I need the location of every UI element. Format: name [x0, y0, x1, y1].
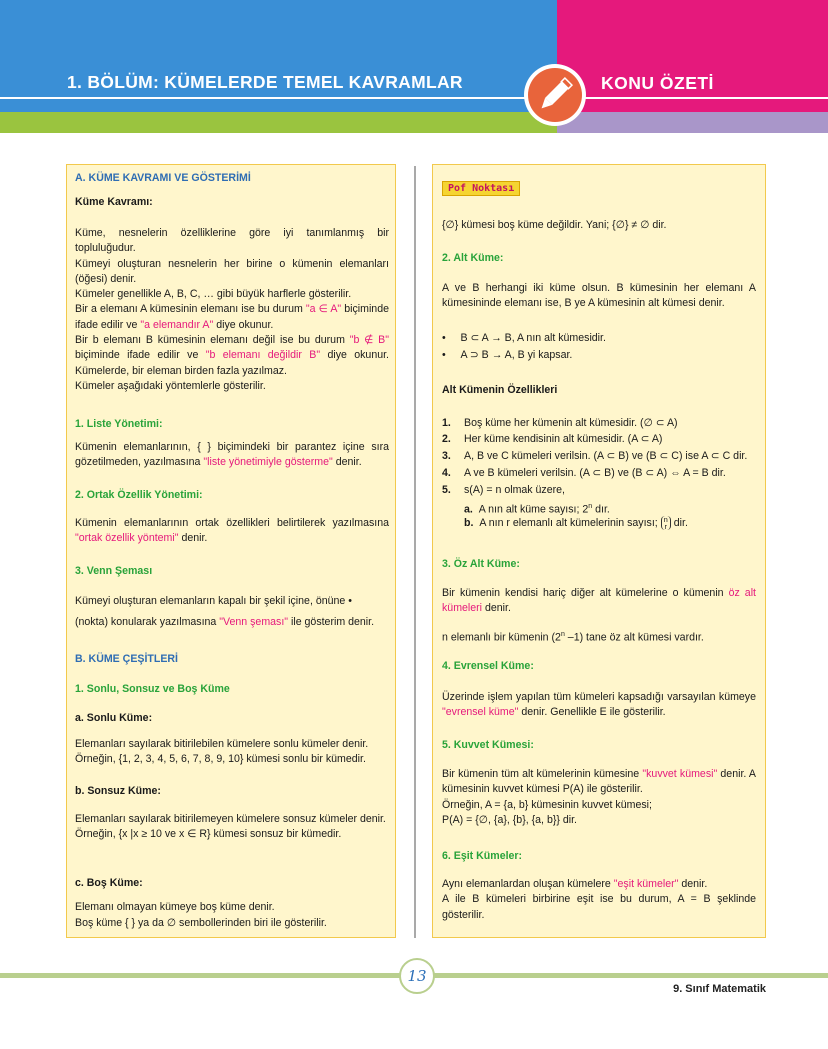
venn-line-1: Kümeyi oluşturan elemanların kapalı bir şekil içine, önüne •: [75, 595, 352, 607]
property-item: 1. Boş küme her kümenin alt kümesidir. (∅ ⊂ A): [442, 417, 678, 429]
heading-sonlu-sonsuz-bos: 1. Sonlu, Sonsuz ve Boş Küme: [75, 683, 230, 695]
property-subitem-a: a. A nın alt küme sayısı; 2$^n$ dır.: [464, 503, 610, 516]
chapter-title: 1. BÖLÜM: KÜMELERDE TEMEL KAVRAMLAR: [67, 72, 463, 92]
evrensel-kume-definition: Üzerinde işlem yapılan tüm kümeleri kapsadığı varsayılan kümeye "evrensel küme" denir. Genellikle E ile gösterilir.: [442, 691, 756, 719]
property-subitem-b: b. A nın r elemanlı alt kümelerinin sayısı; n r dir.: [464, 515, 688, 532]
heading-esit-kumeler: 6. Eşit Kümeler:: [442, 850, 523, 862]
subheading-sonsuz-kume: b. Sonsuz Küme:: [75, 785, 161, 797]
oz-alt-kume-definition: Bir kümenin kendisi hariç diğer alt kümelerine o kümenin öz alt kümeleri denir.: [442, 587, 756, 615]
bos-line-2: Boş küme { } ya da ∅ sembollerinden biri ile gösterilir.: [75, 917, 327, 929]
heading-venn-semasi: 3. Venn Şeması: [75, 565, 153, 577]
pof-noktasi-badge: Pof Noktası: [442, 181, 520, 196]
header-underline: [0, 97, 828, 99]
property-item: 3. A, B ve C kümeleri verilsin. (A ⊂ B) ve (B ⊂ C) ise A ⊂ C dir.: [442, 450, 748, 462]
heading-alt-kume-ozellikleri: Alt Kümenin Özellikleri: [442, 384, 558, 396]
bullet-item: • B ⊂ A → B, A nın alt kümesidir.: [442, 332, 606, 344]
alt-kume-definition: A ve B herhangi iki küme olsun. B kümesinin her elemanı A kümesininde elemanı ise, B ye A kümesinin alt kümesi denir.: [442, 282, 756, 310]
bos-line-1: Elemanı olmayan kümeye boş küme denir.: [75, 901, 275, 913]
pof-text: {∅} kümesi boş küme değildir. Yani; {∅} ≠ ∅ dir.: [442, 219, 667, 231]
subheading-sonlu-kume: a. Sonlu Küme:: [75, 712, 153, 724]
pencil-icon: [522, 62, 588, 128]
property-item: 5. s(A) = n olmak üzere,: [442, 484, 565, 496]
kuvvet-kumesi-definition: Bir kümenin tüm alt kümelerinin kümesine "kuvvet kümesi" denir. A kümesinin kuvvet kümesi P(A) ile gösterilir. Örneğin, A = {a, b} kümesinin kuvvet kümesi; P(A) = {∅, {a}, {b}, {a, b}} dir.: [442, 768, 756, 826]
section-label: KONU ÖZETİ: [601, 73, 714, 93]
heading-evrensel-kume: 4. Evrensel Küme:: [442, 660, 534, 672]
header-pink-band: [557, 0, 828, 112]
property-item: 4. A ve B kümeleri verilsin. (A ⊂ B) ve (B ⊂ A) ⇔ A = B dir.: [442, 467, 726, 479]
heading-ortak-ozellik: 2. Ortak Özellik Yönetimi:: [75, 489, 203, 501]
property-item: 2. Her küme kendisinin alt kümesidir. (A ⊂ A): [442, 433, 663, 445]
oz-alt-kume-count: n elemanlı bir kümenin (2$^n$ –1) tane öz alt kümesi vardır.: [442, 631, 704, 644]
header-blue-band: [0, 0, 557, 112]
heading-alt-kume: 2. Alt Küme:: [442, 252, 504, 264]
venn-line-2: (nokta) konularak yazılmasına "Venn şeması" ile gösterim denir.: [75, 616, 375, 628]
header-green-strip: [0, 112, 557, 133]
bullet-item: • A ⊃ B → A, B yi kapsar.: [442, 349, 573, 361]
header-purple-strip: [557, 112, 828, 133]
paragraph-kume-tanimi: Küme, nesnelerin özelliklerine göre iyi tanımlanmış bir topluluğudur. Kümeyi oluşturan nesnelerin her birine o kümenin elemanları (öğesi) denir. Kümeler genellikle A, B, C, … gibi büyük harflerle gösterilir. Bir a elemanı A kümesinin elemanı ise bu durum "a ∈ A" biçiminde ifade edilir ve "a elemandır A" diye okunur. Bir b elemanı B kümesinin elemanı değil ise bu durum "b ∉ B" biçiminde ifade edilir ve "b elemanı değildir B" diye okunur. Kümelerde, bir eleman birden fazla yazılmaz. Kümeler aşağıdaki yöntemlerle gösterilir.: [75, 227, 389, 392]
heading-kume-cesitleri: B. KÜME ÇEŞİTLERİ: [75, 653, 178, 665]
book-title: 9. Sınıf Matematik: [673, 983, 766, 995]
subheading-kume-kavrami: Küme Kavramı:: [75, 196, 153, 208]
paragraph-ortak-ozellik: Kümenin elemanlarının ortak özellikleri belirtilerek yazılmasına "ortak özellik yöntemi" denir.: [75, 517, 389, 545]
heading-kume-kavrami-gosterimi: A. KÜME KAVRAMI VE GÖSTERİMİ: [75, 172, 251, 184]
paragraph-liste-yonetimi: Kümenin elemanlarının, { } biçimindeki bir parantez içine sıra gözetilmeden, yazılmasına "liste yönetimiyle gösterme" denir.: [75, 441, 389, 469]
heading-kuvvet-kumesi: 5. Kuvvet Kümesi:: [442, 739, 534, 751]
subheading-bos-kume: c. Boş Küme:: [75, 877, 143, 889]
heading-oz-alt-kume: 3. Öz Alt Küme:: [442, 558, 520, 570]
column-divider: [414, 166, 416, 938]
page-number: 13: [407, 967, 427, 985]
sonlu-line-2: Örneğin, {1, 2, 3, 4, 5, 6, 7, 8, 9, 10} kümesi sonlu bir kümedir.: [75, 753, 366, 765]
sonlu-line-1: Elemanları sayılarak bitirilebilen kümelere sonlu kümeler denir.: [75, 738, 369, 750]
esit-kumeler-definition: Aynı elemanlardan oluşan kümelere "eşit kümeler" denir. A ile B kümeleri birbirine eşit ise bu durum, A = B şeklinde gösterilir.: [442, 878, 756, 921]
heading-liste-yonetimi: 1. Liste Yönetimi:: [75, 418, 163, 430]
sonsuz-paragraph: Elemanları sayılarak bitirilemeyen kümelere sonsuz kümeler denir. Örneğin, {x |x ≥ 10 ve x ∈ R} kümesi sonsuz bir kümedir.: [75, 813, 386, 841]
